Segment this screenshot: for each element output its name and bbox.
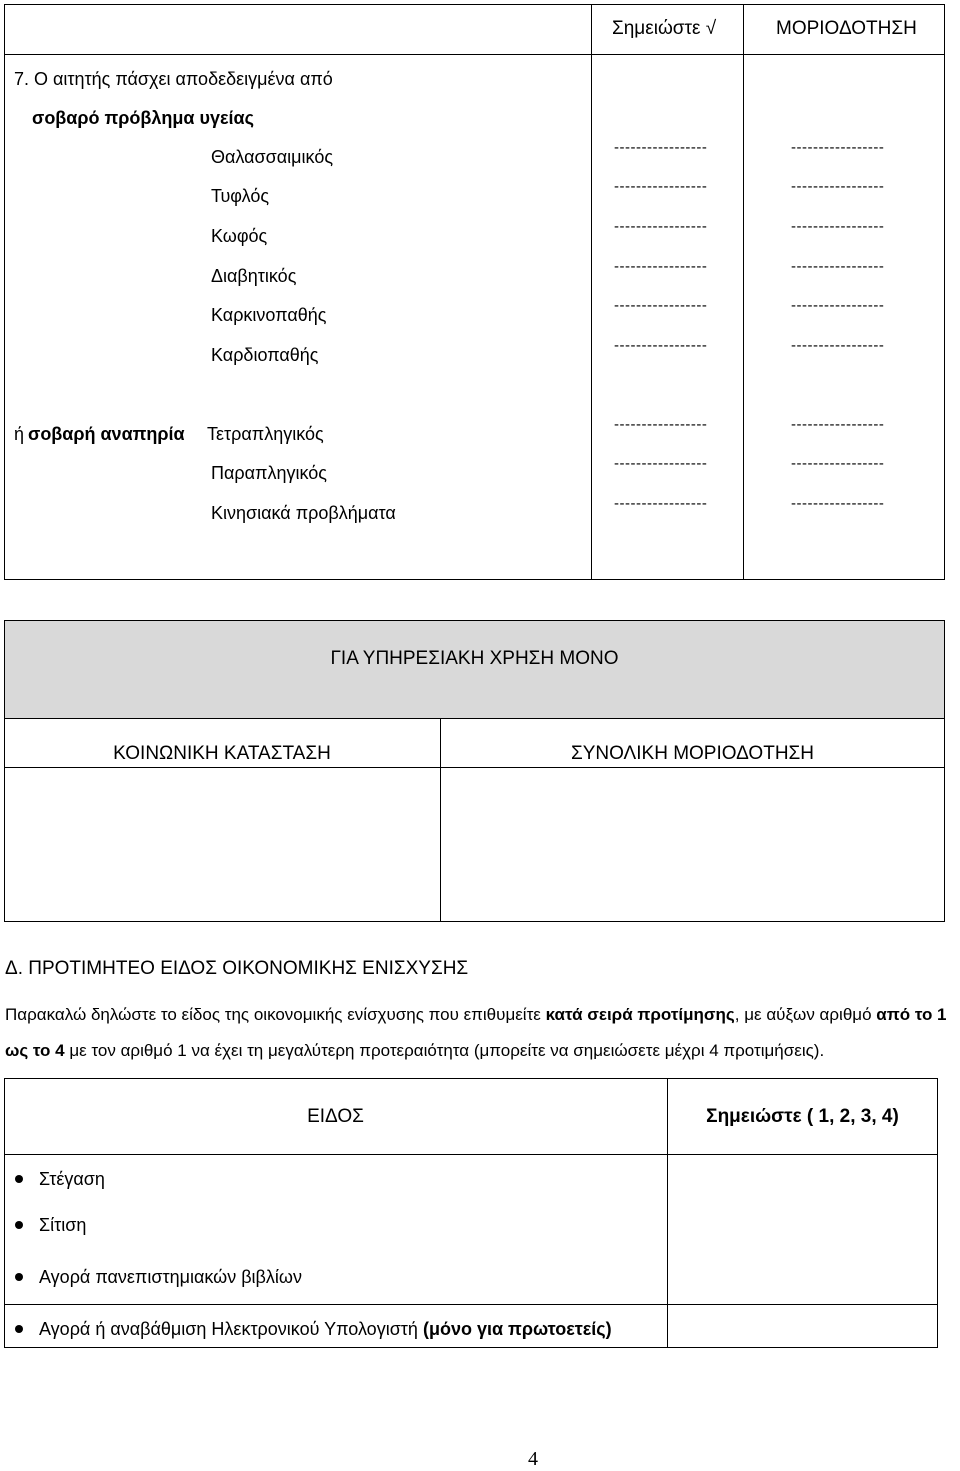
row-label-food: Σίτιση (39, 1215, 87, 1235)
health-score-blank: ----------------- (791, 297, 885, 314)
pref-input-books[interactable] (668, 1248, 937, 1303)
health-score-blank: ----------------- (791, 258, 885, 275)
col-note-header: Σημειώστε √ (612, 18, 717, 39)
note-col-header: Σημειώστε ( 1, 2, 3, 4) (706, 1106, 899, 1127)
disability-note-blank[interactable]: ----------------- (614, 455, 708, 472)
health-item-label: Καρκινοπαθής (211, 305, 327, 325)
disability-heading: σοβαρή αναπηρία (28, 424, 185, 444)
health-score-blank: ----------------- (791, 218, 885, 235)
total-score-field[interactable] (441, 768, 943, 920)
section-d-paragraph-line2: ως το 4 με τον αριθμό 1 να έχει τη μεγαλύτερη προτεραιότητα (μπορείτε να σημειώσετε μέχρι 4 προτιμήσεις). (5, 1041, 825, 1060)
section-d-paragraph-line1: Παρακαλώ δηλώστε το είδος της οικονομικής ενίσχυσης που επιθυμείτε κατά σειρά προτίμησης, με αύξων αριθμό από το 1 (5, 1005, 947, 1024)
office-use-title: ΓΙΑ ΥΠΗΡΕΣΙΑΚΗ ΧΡΗΣΗ ΜΟΝΟ (330, 648, 619, 669)
disability-item-label: Παραπληγικός (211, 463, 327, 483)
disability-score-blank: ----------------- (791, 495, 885, 512)
col-score-header: ΜΟΡΙΟΔΟΤΗΣΗ (776, 18, 917, 39)
health-note-blank[interactable]: ----------------- (614, 297, 708, 314)
health-score-blank: ----------------- (791, 337, 885, 354)
disability-prefix: ή (14, 424, 25, 444)
health-score-blank: ----------------- (791, 139, 885, 156)
pref-input-computer[interactable] (668, 1305, 937, 1347)
section-d-heading: Δ. ΠΡΟΤΙΜΗΤΕΟ ΕΙΔΟΣ ΟΙΚΟΝΟΜΙΚΗΣ ΕΝΙΣΧΥΣΗΣ (5, 958, 469, 979)
disability-note-blank[interactable]: ----------------- (614, 416, 708, 433)
total-score-header: ΣΥΝΟΛΙΚΗ ΜΟΡΙΟΔΟΤΗΣΗ (570, 743, 815, 764)
bullet-icon (15, 1325, 23, 1333)
question-text: 7. Ο αιτητής πάσχει αποδεδειγμένα από (14, 69, 333, 89)
row-label-computer: Αγορά ή αναβάθμιση Ηλεκτρονικού Υπολογιστή (μόνο για πρωτοετείς) (39, 1319, 612, 1339)
health-note-blank[interactable]: ----------------- (614, 139, 708, 156)
page-number: 4 (528, 1448, 538, 1470)
health-note-blank[interactable]: ----------------- (614, 337, 708, 354)
social-status-field[interactable] (5, 768, 439, 920)
social-status-header: ΚΟΙΝΩΝΙΚΗ ΚΑΤΑΣΤΑΣΗ (113, 743, 331, 764)
row-label-books: Αγορά πανεπιστημιακών βιβλίων (39, 1267, 302, 1287)
row-label-housing: Στέγαση (39, 1169, 105, 1189)
health-table (4, 4, 945, 580)
disability-note-blank[interactable]: ----------------- (614, 495, 708, 512)
pref-input-housing[interactable] (668, 1155, 937, 1201)
bullet-icon (15, 1273, 23, 1281)
disability-score-blank: ----------------- (791, 455, 885, 472)
disability-score-blank: ----------------- (791, 416, 885, 433)
health-note-blank[interactable]: ----------------- (614, 218, 708, 235)
health-item-label: Διαβητικός (211, 266, 297, 286)
disability-item-label: Κινησιακά προβλήματα (211, 503, 396, 523)
health-item-label: Καρδιοπαθής (211, 345, 319, 365)
bullet-icon (15, 1221, 23, 1229)
bullet-icon (15, 1175, 23, 1183)
disability-item-label: Τετραπληγικός (207, 424, 324, 444)
health-heading: σοβαρό πρόβλημα υγείας (32, 108, 254, 128)
health-note-blank[interactable]: ----------------- (614, 258, 708, 275)
health-item-label: Θαλασσαιμικός (211, 147, 334, 167)
health-item-label: Κωφός (211, 226, 268, 246)
pref-input-food[interactable] (668, 1201, 937, 1247)
health-note-blank[interactable]: ----------------- (614, 178, 708, 195)
health-item-label: Τυφλός (211, 186, 270, 206)
health-score-blank: ----------------- (791, 178, 885, 195)
type-col-header: ΕΙΔΟΣ (307, 1106, 364, 1127)
